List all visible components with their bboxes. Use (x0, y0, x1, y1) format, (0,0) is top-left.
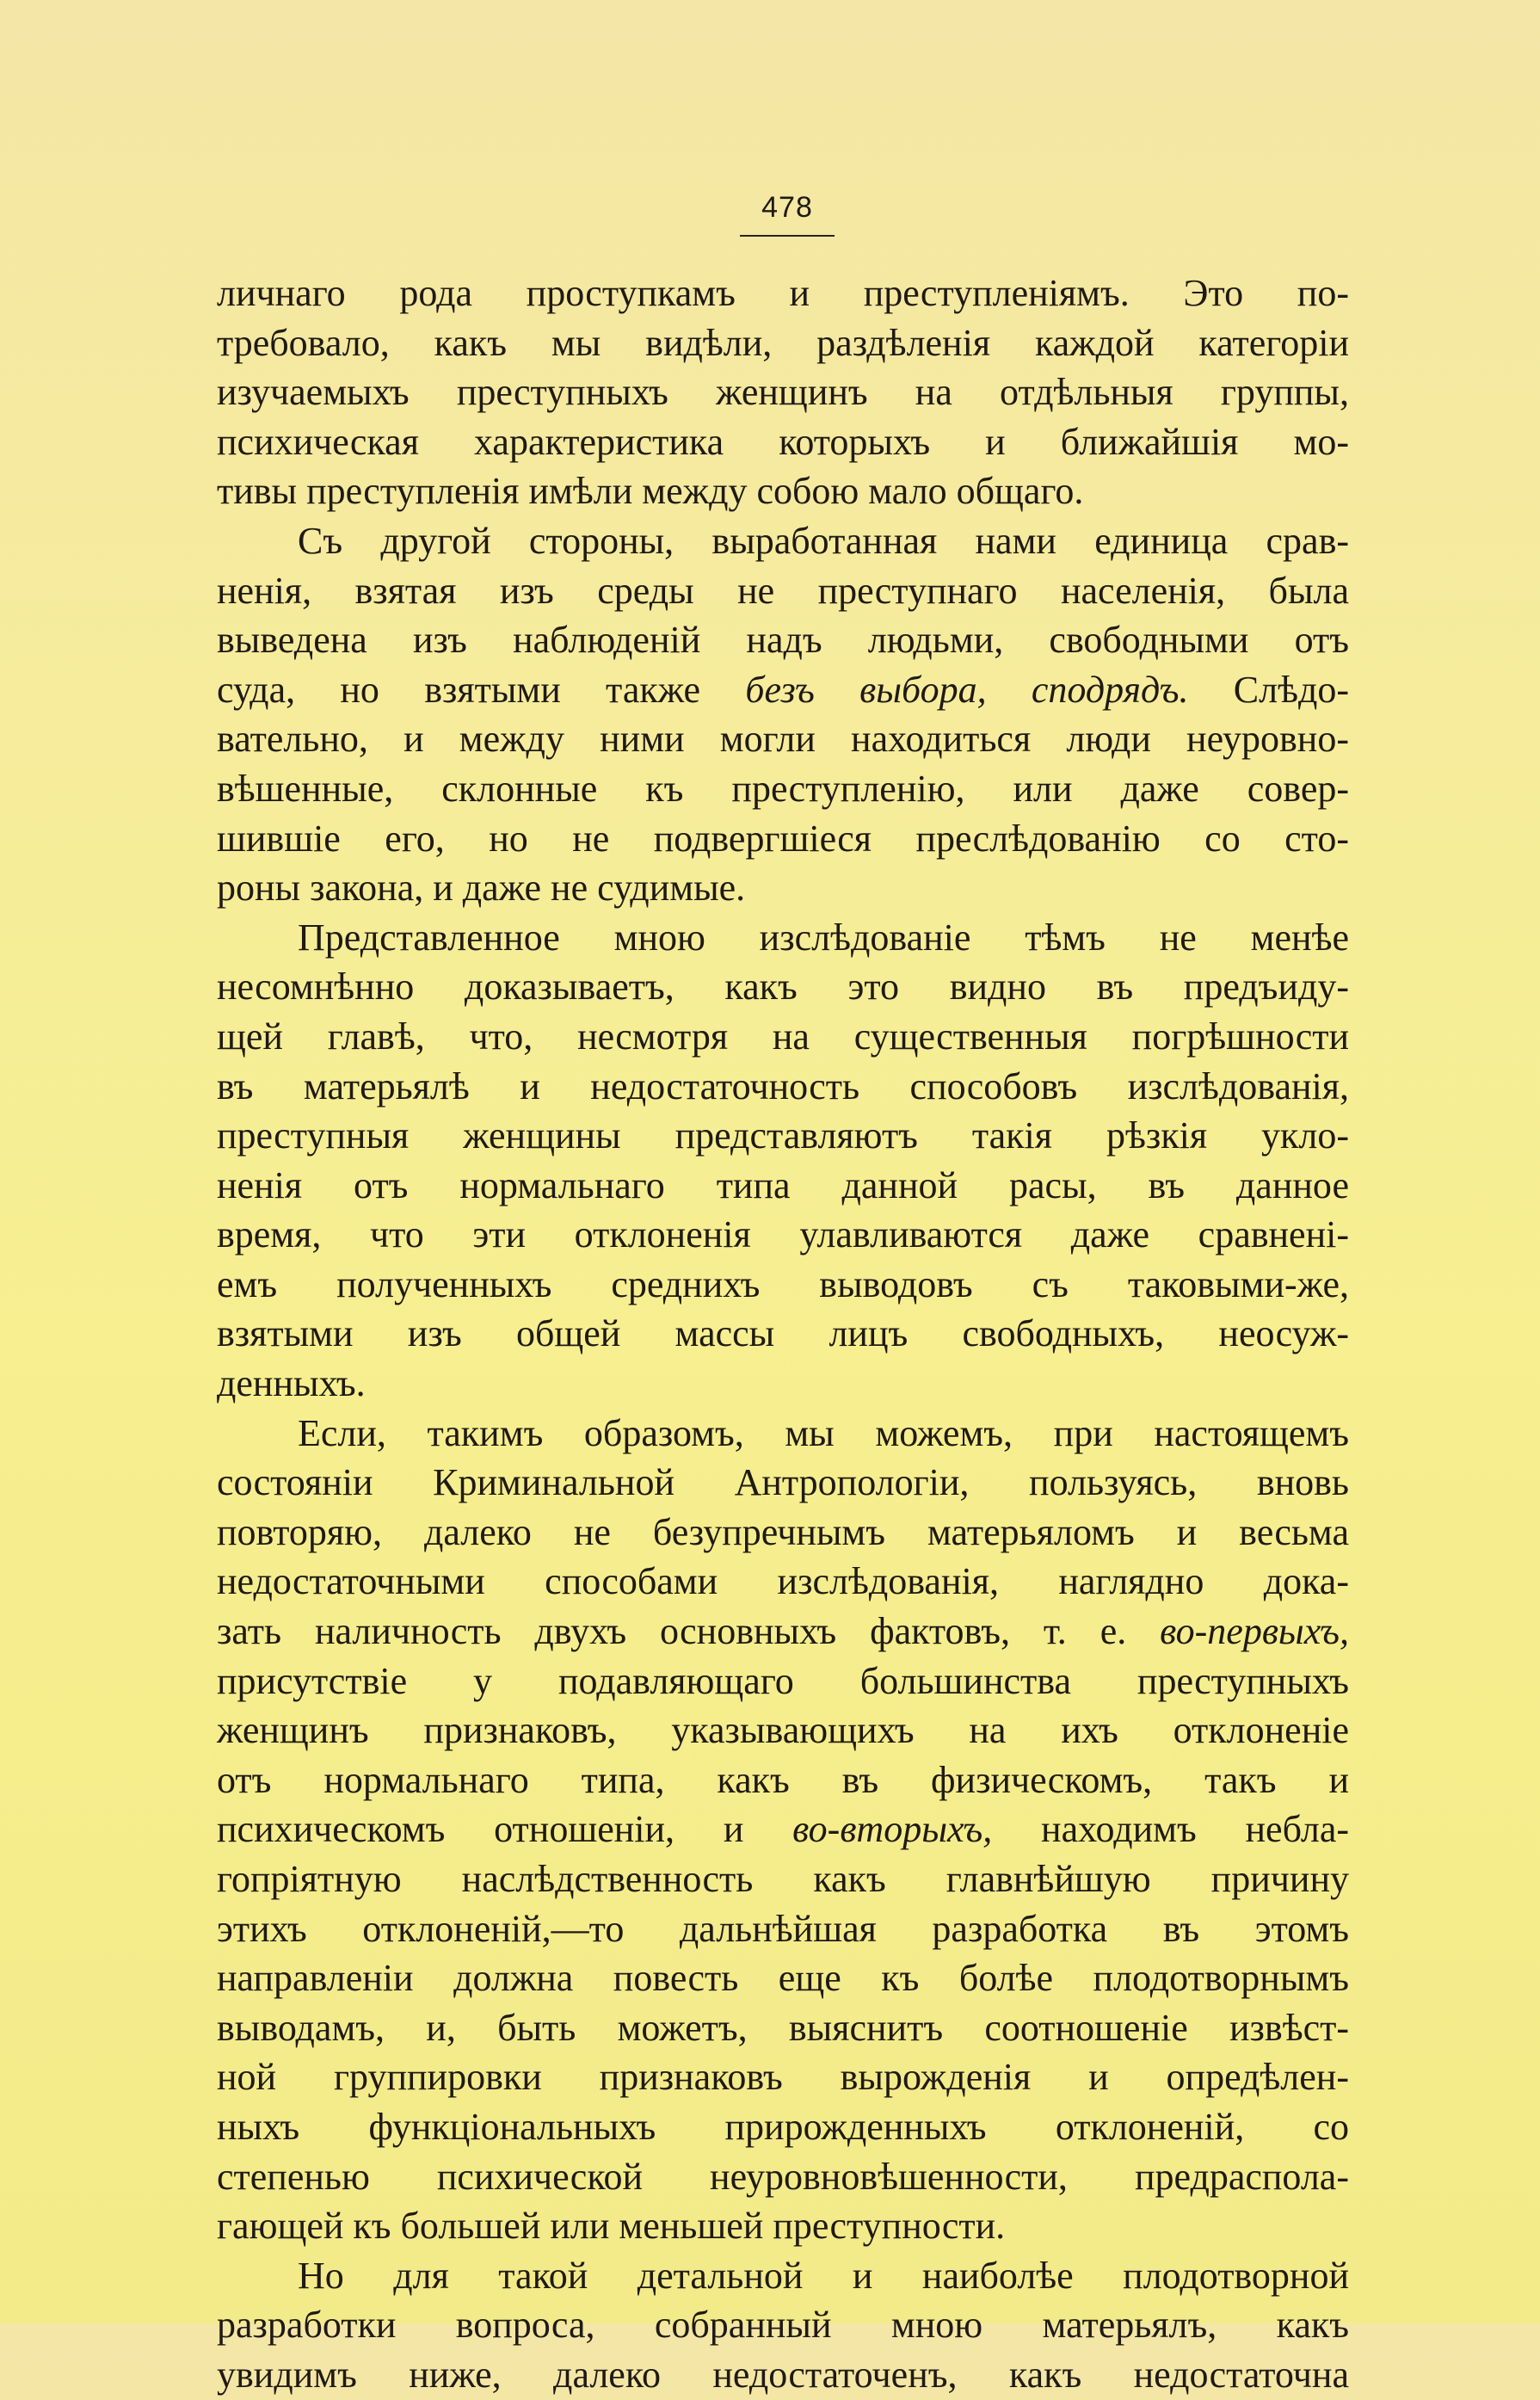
paragraph-end-line: денныхъ. (217, 1362, 366, 1405)
paragraph-end-line: гающей къ большей или меньшей преступности. (217, 2205, 1006, 2248)
text-line: требовало, какъ мы видѣли, раздѣленія каждой категоріи (217, 321, 1349, 364)
paragraph-start-line: Если, такимъ образомъ, мы можемъ, при настоящемъ (298, 1411, 1349, 1454)
text-line: изучаемыхъ преступныхъ женщинъ на отдѣльныя группы, (217, 371, 1349, 414)
text-line: этихъ отклоненій,—то дальнѣйшая разработка въ этомъ (217, 1907, 1349, 1950)
text-line: направленіи должна повесть еще къ болѣе плодотворнымъ (217, 1957, 1349, 2000)
text-line: недостаточными способами изслѣдованія, наглядно дока- (217, 1560, 1349, 1603)
text-line: вательно, и между ними могли находиться люди неуровно- (217, 718, 1349, 761)
paragraph-start-line: Но для такой детальной и наиболѣе плодотворной (298, 2254, 1349, 2297)
text-line-with-italic (217, 1607, 1349, 1657)
text-line: выведена изъ наблюденій надъ людьми, свободными отъ (217, 619, 1349, 662)
text-line: ненія, взятая изъ среды не преступнаго населенія, была (217, 569, 1349, 612)
italic-emphasis: во-вторыхъ, (792, 1808, 993, 1851)
text-line: отъ нормальнаго типа, какъ въ физическомъ, такъ и (217, 1758, 1349, 1801)
body-text (217, 268, 1349, 2400)
text-line: ной группировки признаковъ вырожденія и опредѣлен- (217, 2056, 1349, 2099)
line-text: суда, но взятыми также (217, 668, 746, 711)
paragraph-start-line: Съ другой стороны, выработанная нами единица срав- (298, 519, 1349, 562)
text-line: личнаго рода проступкамъ и преступленіямъ. Это по- (217, 272, 1349, 314)
italic-emphasis: безъ выбора, сподрядъ. (745, 668, 1189, 711)
text-line: время, что эти отклоненія улавливаются даже сравнені- (217, 1213, 1349, 1256)
text-line: гопріятную наслѣдственность какъ главнѣйшую причину (217, 1858, 1349, 1900)
text-line: ныхъ функціональныхъ прирожденныхъ отклоненій, со (217, 2105, 1349, 2148)
text-line: шившіе его, но не подвергшіеся преслѣдованію со сто- (217, 817, 1349, 860)
text-line: повторяю, далеко не безупречнымъ матерьяломъ и весьма (217, 1510, 1349, 1553)
text-line: несомнѣнно доказываетъ, какъ это видно въ предъиду- (217, 966, 1349, 1009)
text-line: ненія отъ нормальнаго типа данной расы, въ данное (217, 1163, 1349, 1206)
line-text: психическомъ отношеніи, и (217, 1808, 793, 1851)
paragraph-start-line: Представленное мною изслѣдованіе тѣмъ не менѣе (298, 916, 1349, 959)
text-line: щей главѣ, что, несмотря на существенныя погрѣшности (217, 1015, 1349, 1058)
text-line: женщинъ признаковъ, указывающихъ на ихъ отклоненіе (217, 1709, 1349, 1752)
text-line: взятыми изъ общей массы лицъ свободныхъ, неосуж- (217, 1312, 1349, 1355)
text-line: разработки вопроса, собранный мною матерьялъ, какъ (217, 2304, 1349, 2347)
text-line: увидимъ ниже, далеко недостаточенъ, какъ недостаточна (217, 2353, 1349, 2396)
text-line: вѣшенные, склонные къ преступленію, или даже совер- (217, 767, 1349, 810)
italic-emphasis: во-первыхъ, (1160, 1610, 1349, 1653)
text-line: емъ полученныхъ среднихъ выводовъ съ таковыми-же, (217, 1262, 1349, 1305)
text-line: выводамъ, и, быть можетъ, выяснитъ соотношеніе извѣст- (217, 2006, 1349, 2049)
text-line: въ матерьялѣ и недостаточность способовъ изслѣдованія, (217, 1064, 1349, 1107)
text-line-with-italic (217, 1805, 1349, 1854)
text-line: психическая характеристика которыхъ и ближайшія мо- (217, 420, 1349, 463)
line-text: зать наличность двухъ основныхъ фактовъ, т. е. (217, 1610, 1161, 1653)
text-line: состояніи Криминальной Антропологіи, пользуясь, вновь (217, 1461, 1349, 1504)
page-number: 478 (740, 191, 835, 237)
text-line: присутствіе у подавляющаго большинства преступныхъ (217, 1659, 1349, 1702)
paragraph-end-line: роны закона, и даже не судимые. (217, 867, 746, 910)
text-line: степенью психической неуровновѣшенности, предраспола- (217, 2155, 1349, 2198)
line-text: находимъ небла- (992, 1808, 1349, 1851)
text-line-with-italic (217, 665, 1349, 715)
text-line: преступныя женщины представляютъ такія рѣзкія укло- (217, 1114, 1349, 1157)
line-text: Слѣдо- (1188, 668, 1349, 711)
paragraph-end-line: тивы преступленія имѣли между собою мало общаго. (217, 470, 1084, 513)
